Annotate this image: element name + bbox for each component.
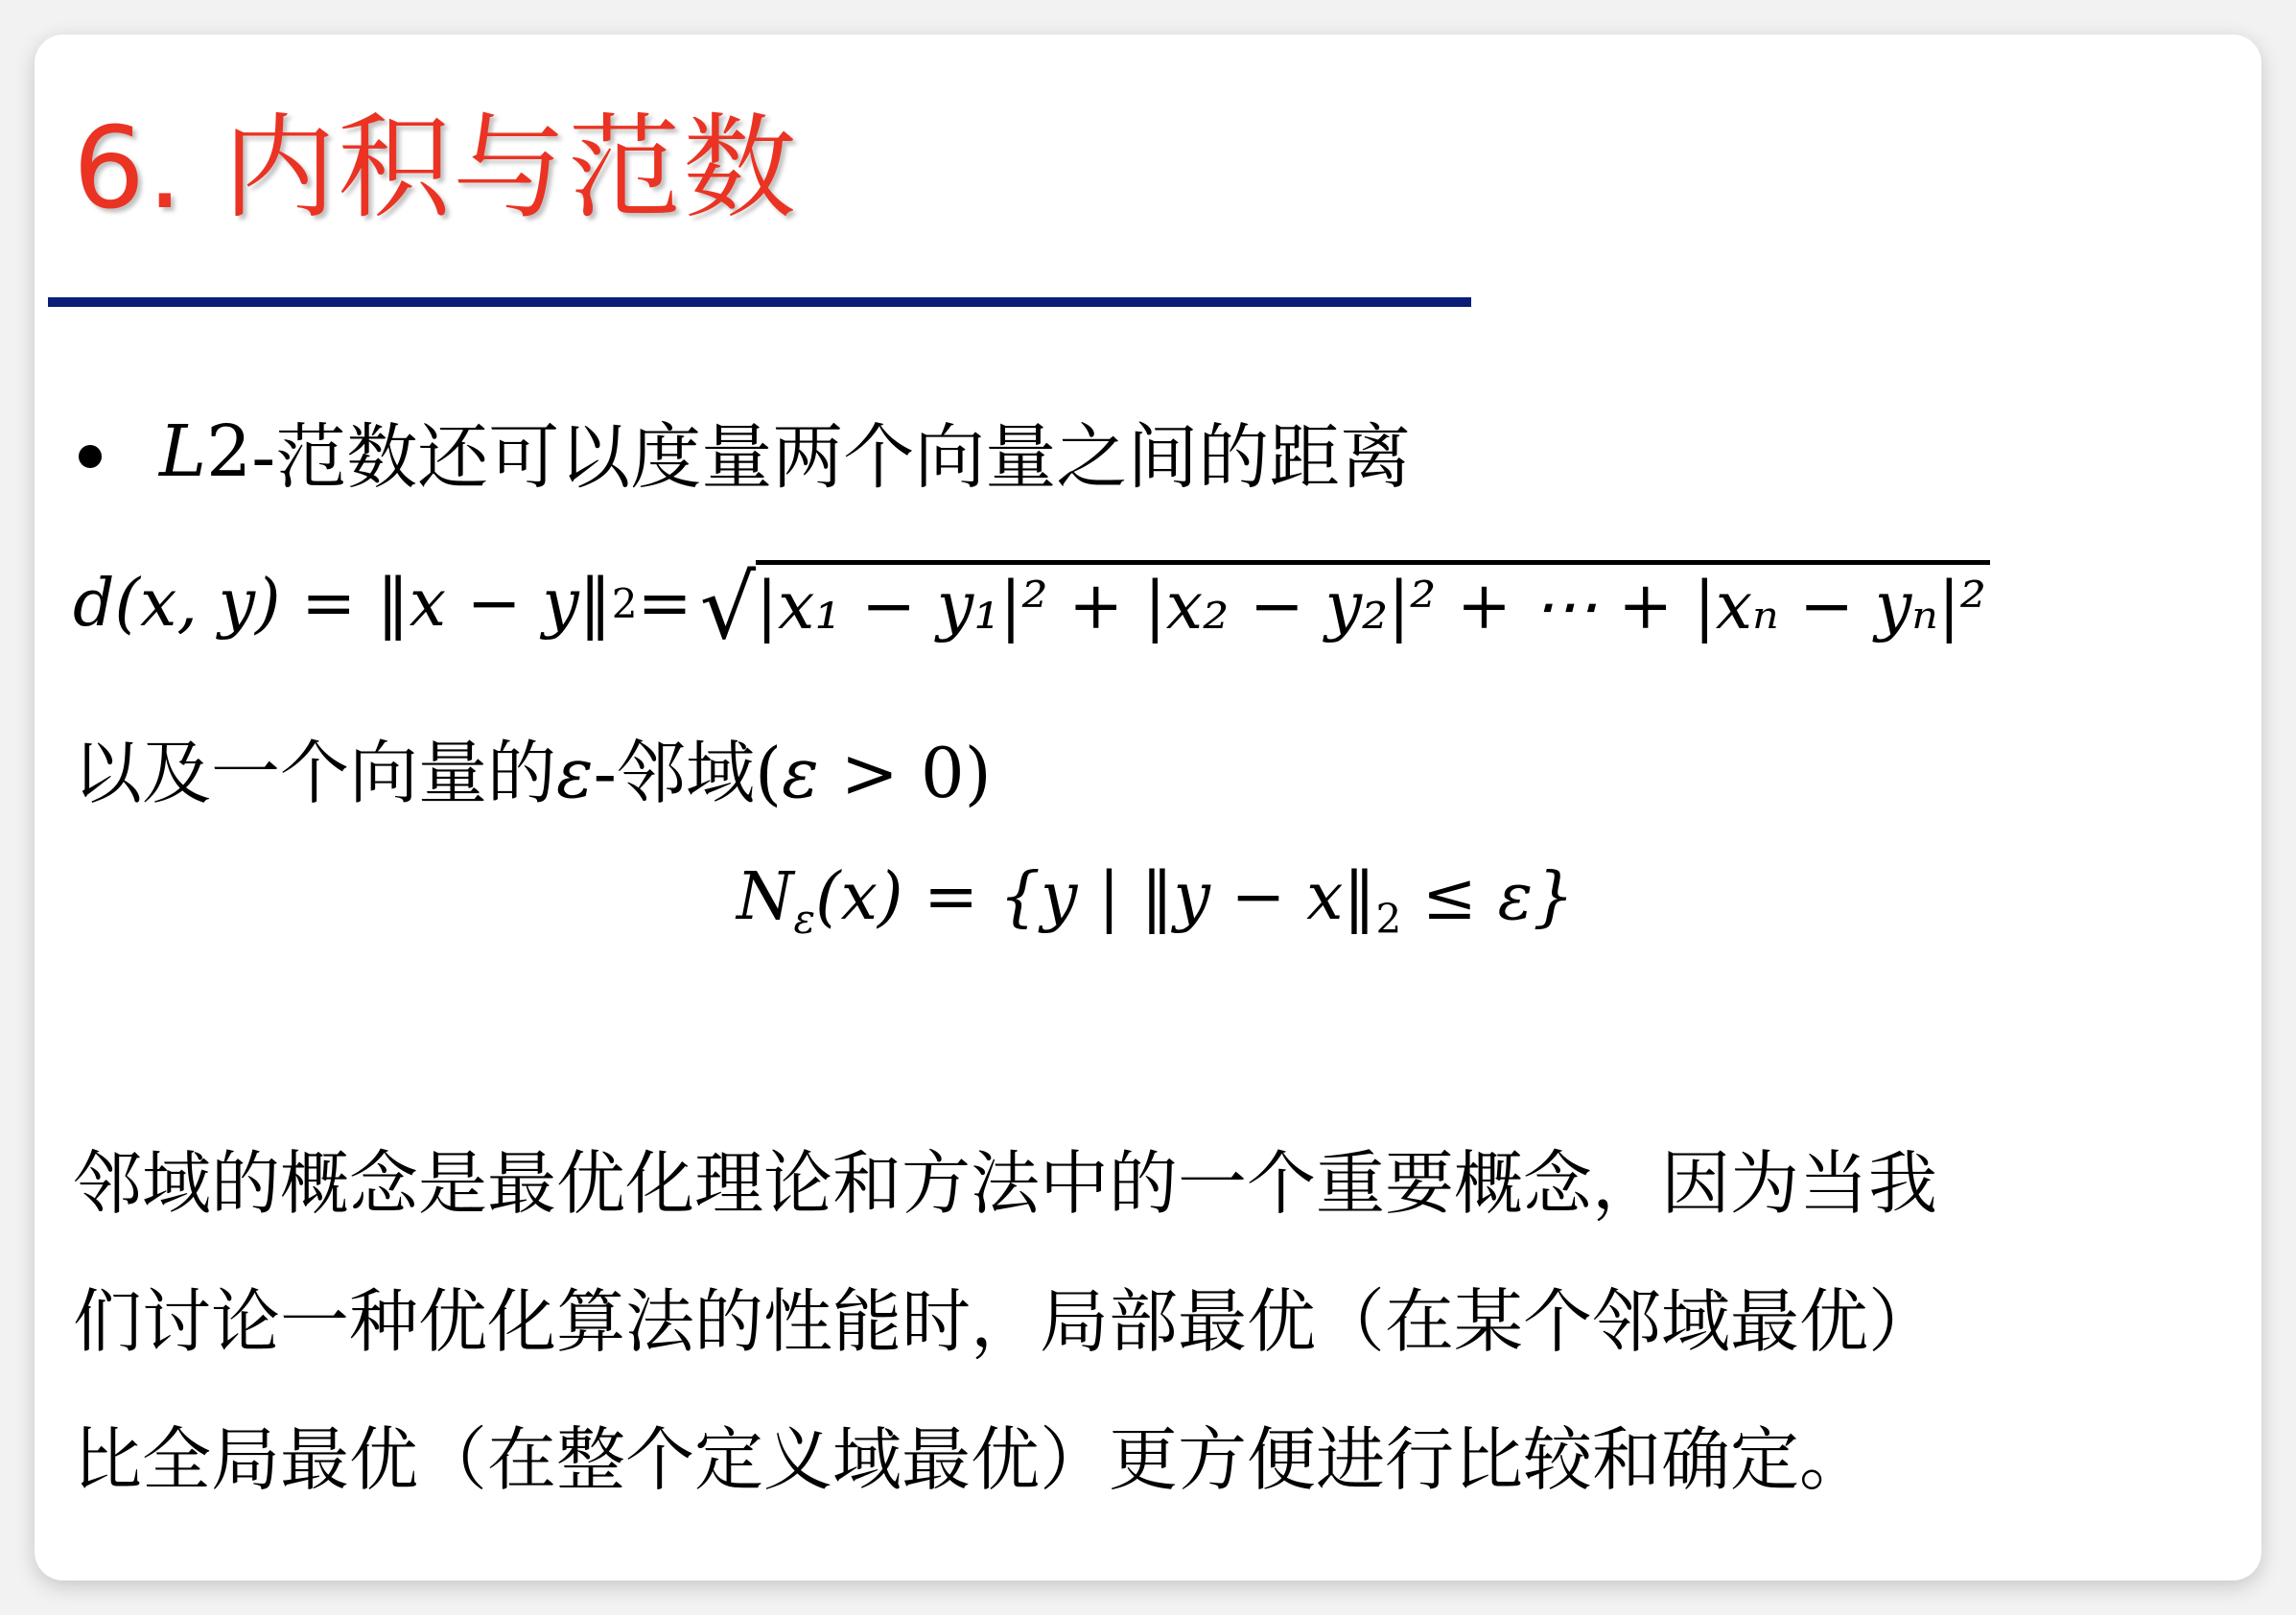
bullet-item — [79, 409, 1412, 499]
slide-card — [35, 35, 2261, 1580]
neighborhood-set: (x) = {y | ‖y − x‖ — [815, 859, 1376, 935]
bullet-text: -范数还可以度量两个向量之间的距离 — [251, 416, 1412, 499]
sqrt-expression — [699, 556, 1990, 659]
bullet-icon — [79, 445, 102, 468]
norm-letter: L — [159, 410, 207, 493]
neighborhood-symbol: N — [737, 859, 794, 935]
paragraph-line: 邻域的概念是最优化理论和方法中的一个重要概念，因为当我 — [73, 1143, 1938, 1224]
neighborhood-tail: ≤ ε} — [1401, 859, 1575, 935]
epsilon-symbol: ε — [556, 733, 594, 813]
epsilon-condition-rest: > 0) — [818, 733, 992, 813]
radical-sign-icon: √ — [699, 556, 757, 659]
paragraph-line: 们讨论一种优化算法的性能时，局部最优（在某个邻域最优） — [73, 1281, 1938, 1362]
neighborhood-equation — [737, 859, 1574, 943]
neighborhood-subscript: ε — [793, 895, 816, 943]
title-underline — [48, 297, 1471, 307]
intro-text-suffix: -邻域( — [593, 733, 783, 813]
intro-text: 以及一个向量的 — [73, 733, 557, 813]
neighborhood-intro — [73, 717, 992, 817]
distance-lhs-subscript: 2 — [611, 579, 638, 627]
norm-number: 2 — [206, 410, 252, 493]
epsilon-condition: ε — [782, 733, 819, 813]
norm-subscript: 2 — [1375, 895, 1402, 943]
distance-lhs: d(x, y) = ‖x − y‖ — [73, 565, 612, 642]
distance-equation — [73, 556, 1990, 659]
explanation-paragraph — [73, 1114, 2260, 1529]
paragraph-line: 比全局最优（在整个定义域最优）更方便进行比较和确定。 — [73, 1419, 1869, 1500]
radicand: |x₁ − y₁|² + |x₂ − y₂|² + ⋯ + |xₙ − yₙ|² — [756, 560, 1990, 648]
slide-title: 6. 内积与范数 — [73, 102, 799, 234]
distance-equals: = — [637, 565, 692, 642]
